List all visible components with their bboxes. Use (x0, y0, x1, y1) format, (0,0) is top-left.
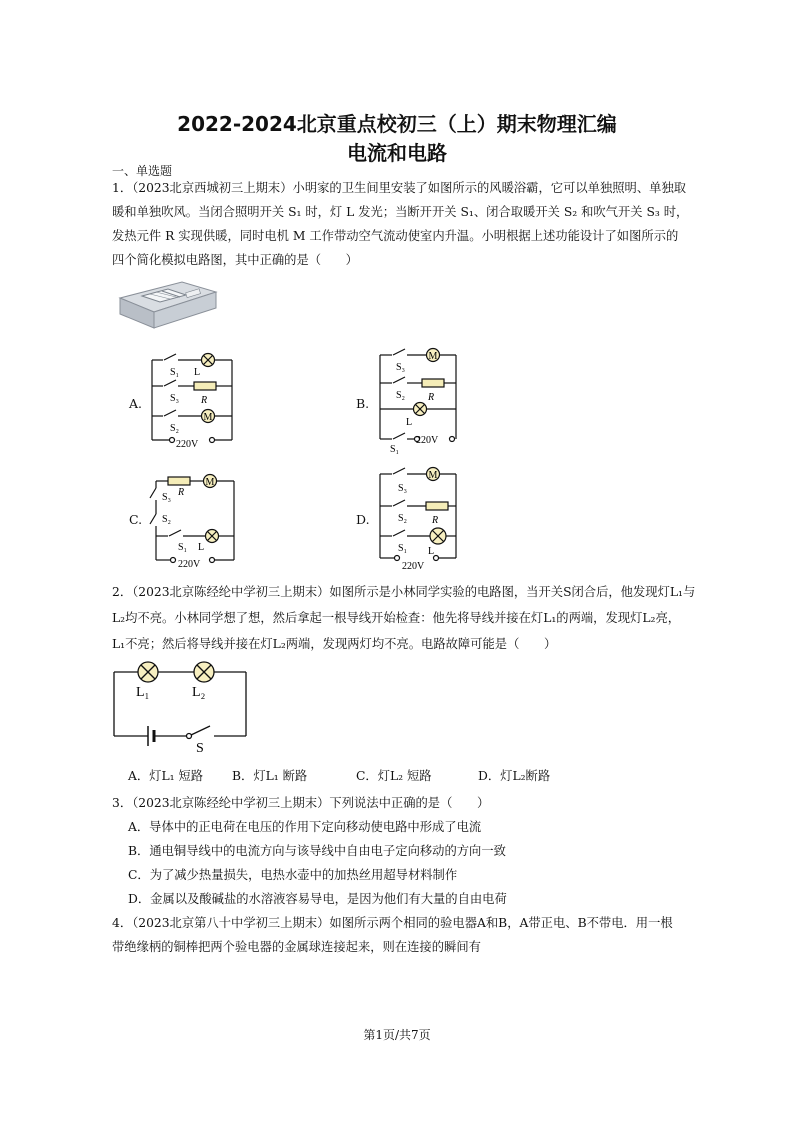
switch-s-label: S (196, 741, 204, 754)
voltage-label: 220V (402, 561, 425, 572)
circuit-b (372, 343, 464, 455)
q4-line2: 带绝缘柄的铜棒把两个验电器的金属球连接起来，则在连接的瞬间有 (112, 940, 481, 954)
voltage-label: 220V (176, 439, 199, 450)
resistor-label: R (201, 395, 208, 406)
q2-option-b: B．灯L₁ 断路 (232, 769, 308, 783)
option-a-label: A. (129, 396, 143, 411)
switch-label: S₃ (396, 362, 406, 373)
switch-label: S₂ (396, 390, 406, 401)
voltage-label: 220V (178, 559, 201, 568)
option-b-label: B. (356, 396, 370, 411)
q1-line3: 发热元件 R 实现供暖，同时电机 M 工作带动空气流动使室内升温。小明根据上述功能设计了如图所示的 (112, 229, 679, 243)
resistor-label: R (178, 487, 185, 498)
q3-option-c: C．为了减少热量损失，电热水壶中的加热丝用超导材料制作 (128, 868, 458, 882)
lamp-label: L (198, 542, 205, 553)
motor-label: M (428, 351, 438, 362)
section-heading: 一、单选题 (112, 164, 173, 178)
page-subtitle: 电流和电路 (347, 141, 447, 165)
switch-label: S₃ (170, 393, 180, 404)
q3-option-b: B．通电铜导线中的电流方向与该导线中自由电子定向移动的方向一致 (128, 844, 506, 858)
heater-image (112, 278, 222, 338)
lamp-l2-label: L₂ (192, 685, 206, 700)
switch-label: S₂ (162, 514, 172, 525)
switch-label: S₂ (170, 423, 180, 434)
motor-label: M (203, 412, 213, 423)
q2-line1: 2．（2023北京陈经纶中学初三上期末）如图所示是小林同学实验的电路图，当开关S闭合后，他发现灯L₁与 (112, 585, 696, 599)
q3-stem: 3．（2023北京陈经纶中学初三上期末）下列说法中正确的是（ ） (112, 796, 490, 810)
motor-label: M (205, 477, 215, 488)
circuit-d (372, 462, 464, 574)
q2-option-c: C．灯L₂ 短路 (356, 769, 432, 783)
q2-line3: L₁不亮；然后将导线并接在灯L₂两端，发现两灯均不亮。电路故障可能是（ ） (112, 637, 557, 651)
switch-label: S₃ (162, 492, 172, 503)
q2-line2: L₂均不亮。小林同学想了想，然后拿起一根导线开始检查：他先将导线并接在灯L₁的两端，发现灯L₂亮， (112, 611, 681, 625)
circuit-q2 (110, 658, 250, 754)
lamp-label: L (428, 546, 435, 557)
switch-label: S₁ (390, 444, 400, 455)
q3-option-a: A．导体中的正电荷在电压的作用下定向移动使电路中形成了电流 (128, 820, 482, 834)
lamp-label: L (406, 417, 413, 428)
q1-line1: 1．（2023北京西城初三上期末）小明家的卫生间里安装了如图所示的风暖浴霸，它可以单独照明、单独取 (112, 181, 687, 195)
switch-label: S₂ (398, 513, 408, 524)
page-title: 2022-2024北京重点校初三（上）期末物理汇编 (177, 112, 617, 136)
q2-option-d: D．灯L₂断路 (478, 769, 551, 783)
option-c-label: C. (129, 512, 143, 527)
resistor-label: R (432, 515, 439, 526)
switch-label: S₁ (170, 367, 180, 378)
q2-option-a: A．灯L₁ 短路 (128, 769, 204, 783)
motor-label: M (428, 470, 438, 481)
page-footer: 第1页/共7页 (363, 1028, 431, 1042)
circuit-c (148, 468, 240, 568)
lamp-label: L (194, 367, 201, 378)
option-d-label: D. (356, 512, 370, 527)
q3-option-d: D．金属以及酸碱盐的水溶液容易导电，是因为他们有大量的自由电荷 (128, 892, 507, 906)
switch-label: S₃ (398, 483, 408, 494)
resistor-label: R (428, 392, 435, 403)
switch-label: S₁ (178, 542, 188, 553)
voltage-label: 220V (416, 435, 439, 446)
q1-line4: 四个简化模拟电路图，其中正确的是（ ） (112, 253, 358, 267)
circuit-a (148, 350, 240, 450)
q1-line2: 暖和单独吹风。当闭合照明开关 S₁ 时，灯 L 发光；当断开开关 S₁、闭合取暖开关 S₂ 和吹气开关 S₃ 时， (112, 205, 689, 219)
switch-label: S₁ (398, 543, 408, 554)
lamp-l1-label: L₁ (136, 685, 150, 700)
q4-line1: 4．（2023北京第八十中学初三上期末）如图所示两个相同的验电器A和B，A带正电、B不带电．用一根 (112, 916, 673, 930)
